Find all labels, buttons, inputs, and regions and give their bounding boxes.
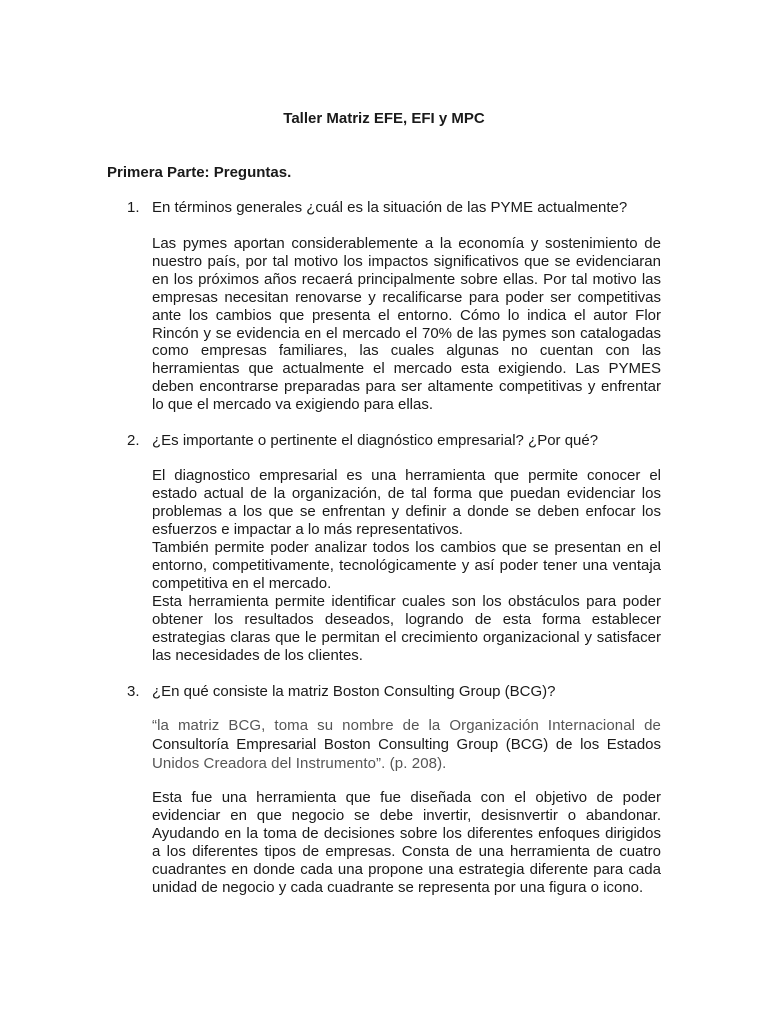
question-3 <box>127 683 667 701</box>
question-2 <box>127 432 667 450</box>
question-number: 2. <box>127 432 140 449</box>
answer-2-paragraph-1: El diagnostico empresarial es una herramienta que permite conocer el estado actual de la organización, de tal forma que puedan evidenciar los problemas a los que se enfrentan y definir a donde se deben enfocar los esfuerzos e impactar a lo más representativos. <box>152 467 661 538</box>
question-text: ¿En qué consiste la matriz Boston Consulting Group (BCG)? <box>152 683 556 700</box>
citation-quote <box>152 716 661 773</box>
quote-line-2: Consultoría Empresarial Boston Consulting Group (BCG) de los Estados <box>152 736 661 753</box>
quote-line-1: “la matriz BCG, toma su nombre de la Organización Internacional de <box>152 717 661 734</box>
question-1 <box>127 199 667 217</box>
question-number: 1. <box>127 199 140 216</box>
question-text: ¿Es importante o pertinente el diagnóstico empresarial? ¿Por qué? <box>152 432 599 449</box>
section-heading: Primera Parte: Preguntas. <box>107 164 292 181</box>
answer-2-paragraph-2: También permite poder analizar todos los cambios que se presentan en el entorno, competitivamente, tecnológicamente y así poder tener una ventaja competitiva en el mercado. <box>152 539 661 592</box>
document-title: Taller Matriz EFE, EFI y MPC <box>283 110 485 127</box>
quote-line-3: Unidos Creadora del Instrumento”. (p. 208). <box>152 755 447 772</box>
answer-2-paragraph-3: Esta herramienta permite identificar cuales son los obstáculos para poder obtener los resultados deseados, logrando de esta forma establecer estrategias claras que le permitan el crecimiento organizacional y satisfacer las necesidades de los clientes. <box>152 593 661 664</box>
answer-3: Esta fue una herramienta que fue diseñada con el objetivo de poder evidenciar en que negocio se debe invertir, desisnvertir o abandonar. Ayudando en la toma de decisiones sobre los diferentes enfoques dirigidos a los diferentes tipos de empresas. Consta de una herramienta de cuatro cuadrantes en donde cada una propone una estrategia diferente para cada unidad de negocio y cada cuadrante se representa por una figura o icono. <box>152 789 661 896</box>
question-number: 3. <box>127 683 140 700</box>
question-text: En términos generales ¿cuál es la situación de las PYME actualmente? <box>152 199 628 216</box>
answer-1: Las pymes aportan considerablemente a la economía y sostenimiento de nuestro país, por tal motivo los impactos significativos que se evidenciaran en los próximos años recaerá principalmente sobre ellas. Por tal motivo las empresas necesitan renovarse y recalificarse para poder ser competitivas ante los cambios que presenta el entorno. Cómo lo indica el autor Flor Rincón y se evidencia en el mercado el 70% de las pymes son catalogadas como empresas familiares, las cuales algunas no cuentan con las herramientas que actualmente el mercado esta exigiendo. Las PYMES deben encontrarse preparadas para ser altamente competitivas y enfrentar lo que el mercado va exigiendo para ellas. <box>152 235 661 414</box>
